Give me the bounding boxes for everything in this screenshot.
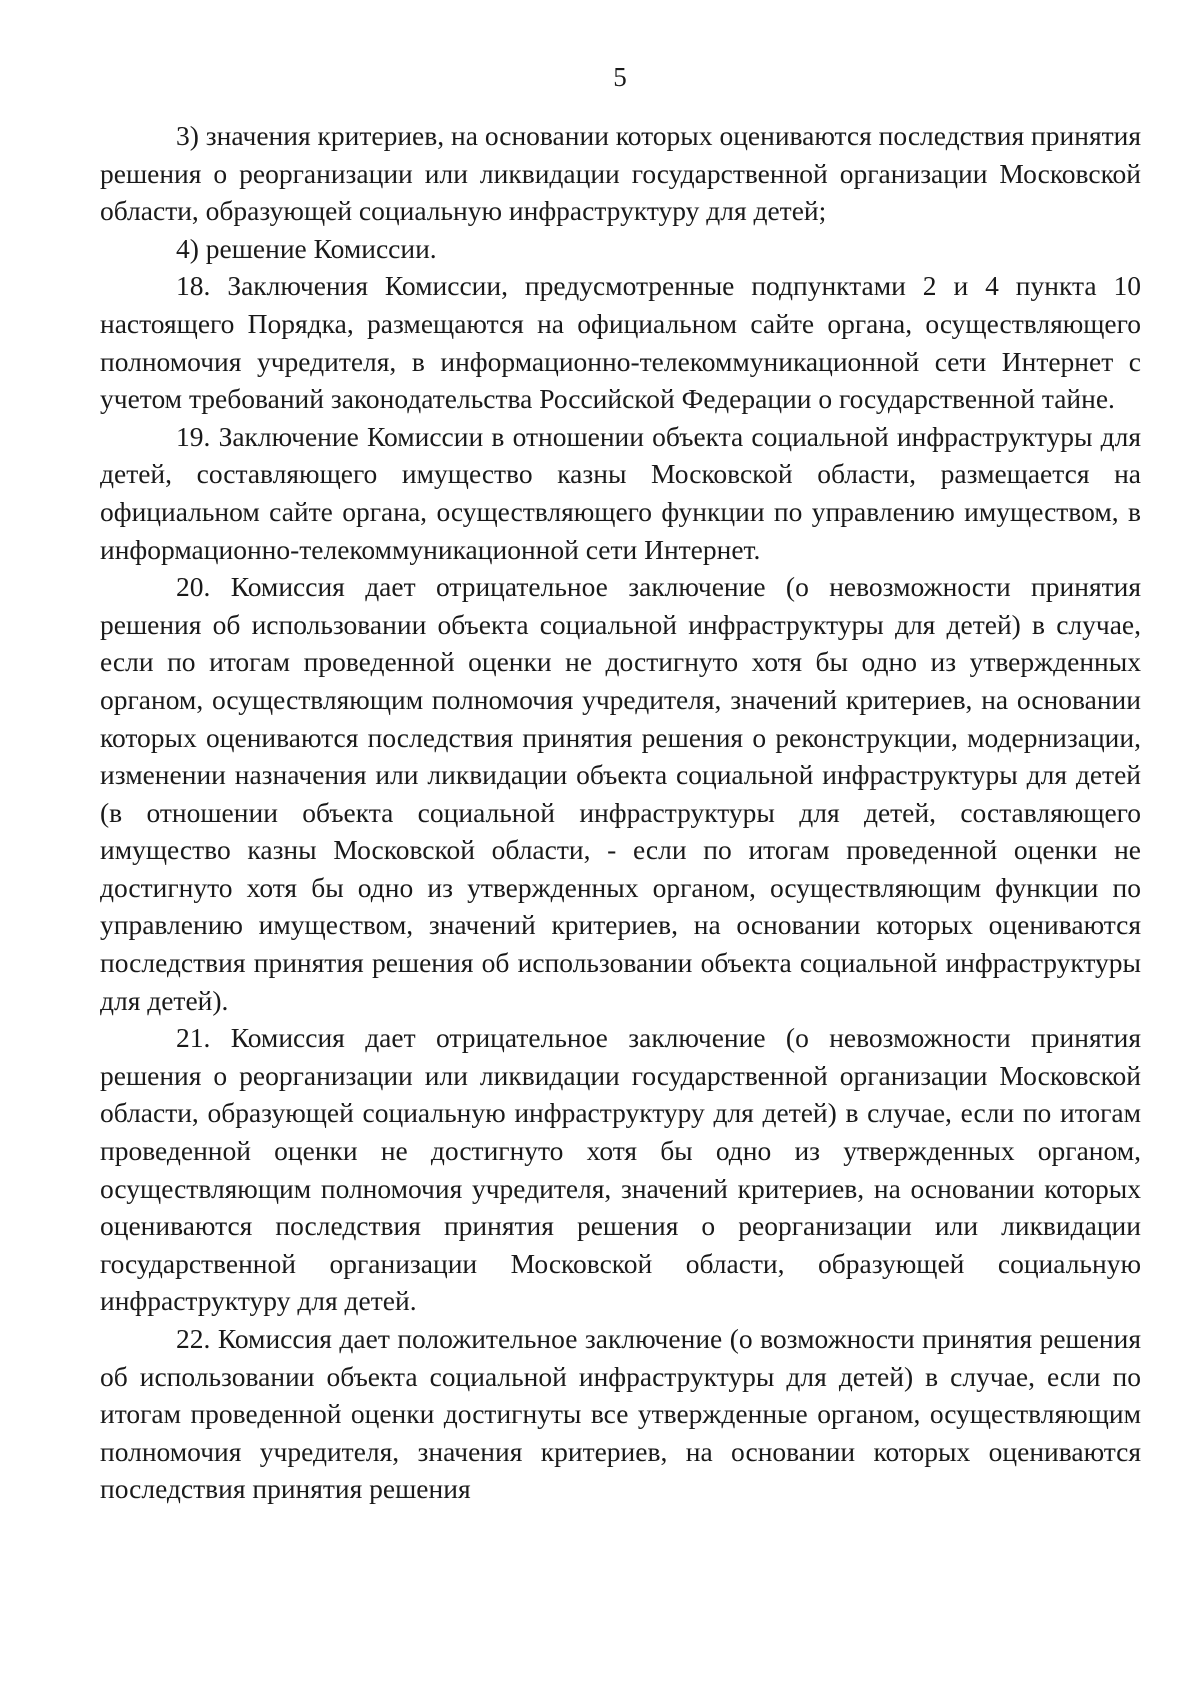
document-body <box>100 117 1141 1508</box>
paragraph-18: 18. Заключения Комиссии, предусмотренные подпунктами 2 и 4 пункта 10 настоящего Порядка, размещаются на официальном сайте органа, осуществляющего полномочия учредителя, в информационно-телекоммуникационной сети Интернет с учетом требований законодательства Российской Федерации о государственной тайне. <box>100 270 1141 415</box>
paragraph-21: 21. Комиссия дает отрицательное заключение (о невозможности принятия решения о реорганизации или ликвидации государственной организации Московской области, образующей социальную инфраструктуру для детей) в случае, если по итогам проведенной оценки не достигнуто хотя бы одно из утвержденных органом, осуществляющим полномочия учредителя, значений критериев, на основании которых оцениваются последствия принятия решения о реорганизации или ликвидации государственной организации Московской области, образующей социальную инфраструктуру для детей. <box>100 1022 1141 1317</box>
page-number: 5 <box>613 62 627 92</box>
paragraph-item-3: 3) значения критериев, на основании которых оцениваются последствия принятия решения о реорганизации или ликвидации государственной организации Московской области, образующей социальную инфраструктуру для детей; <box>100 120 1141 227</box>
paragraph-item-4: 4) решение Комиссии. <box>176 232 437 264</box>
paragraph-22: 22. Комиссия дает положительное заключение (о возможности принятия решения об использовании объекта социальной инфраструктуры для детей) в случае, если по итогам проведенной оценки достигнуты все утвержденные органом, осуществляющим полномочия учредителя, значения критериев, на основании которых оцениваются последствия принятия решения <box>100 1323 1141 1505</box>
paragraph-19: 19. Заключение Комиссии в отношении объекта социальной инфраструктуры для детей, составляющего имущество казны Московской области, размещается на официальном сайте органа, осуществляющего функции по управлению имуществом, в информационно-телекоммуникационной сети Интернет. <box>100 420 1141 565</box>
paragraph-20: 20. Комиссия дает отрицательное заключение (о невозможности принятия решения об использовании объекта социальной инфраструктуры для детей) в случае, если по итогам проведенной оценки не достигнуто хотя бы одно из утвержденных органом, осуществляющим полномочия учредителя, значений критериев, на основании которых оцениваются последствия принятия решения о реконструкции, модернизации, изменении назначения или ликвидации объекта социальной инфраструктуры для детей (в отношении объекта социальной инфраструктуры для детей, составляющего имущество казны Московской области, - если по итогам проведенной оценки не достигнуто хотя бы одно из утвержденных органом, осуществляющим функции по управлению имуществом, значений критериев, на основании которых оцениваются последствия принятия решения об использовании объекта социальной инфраструктуры для детей). <box>100 571 1141 1016</box>
